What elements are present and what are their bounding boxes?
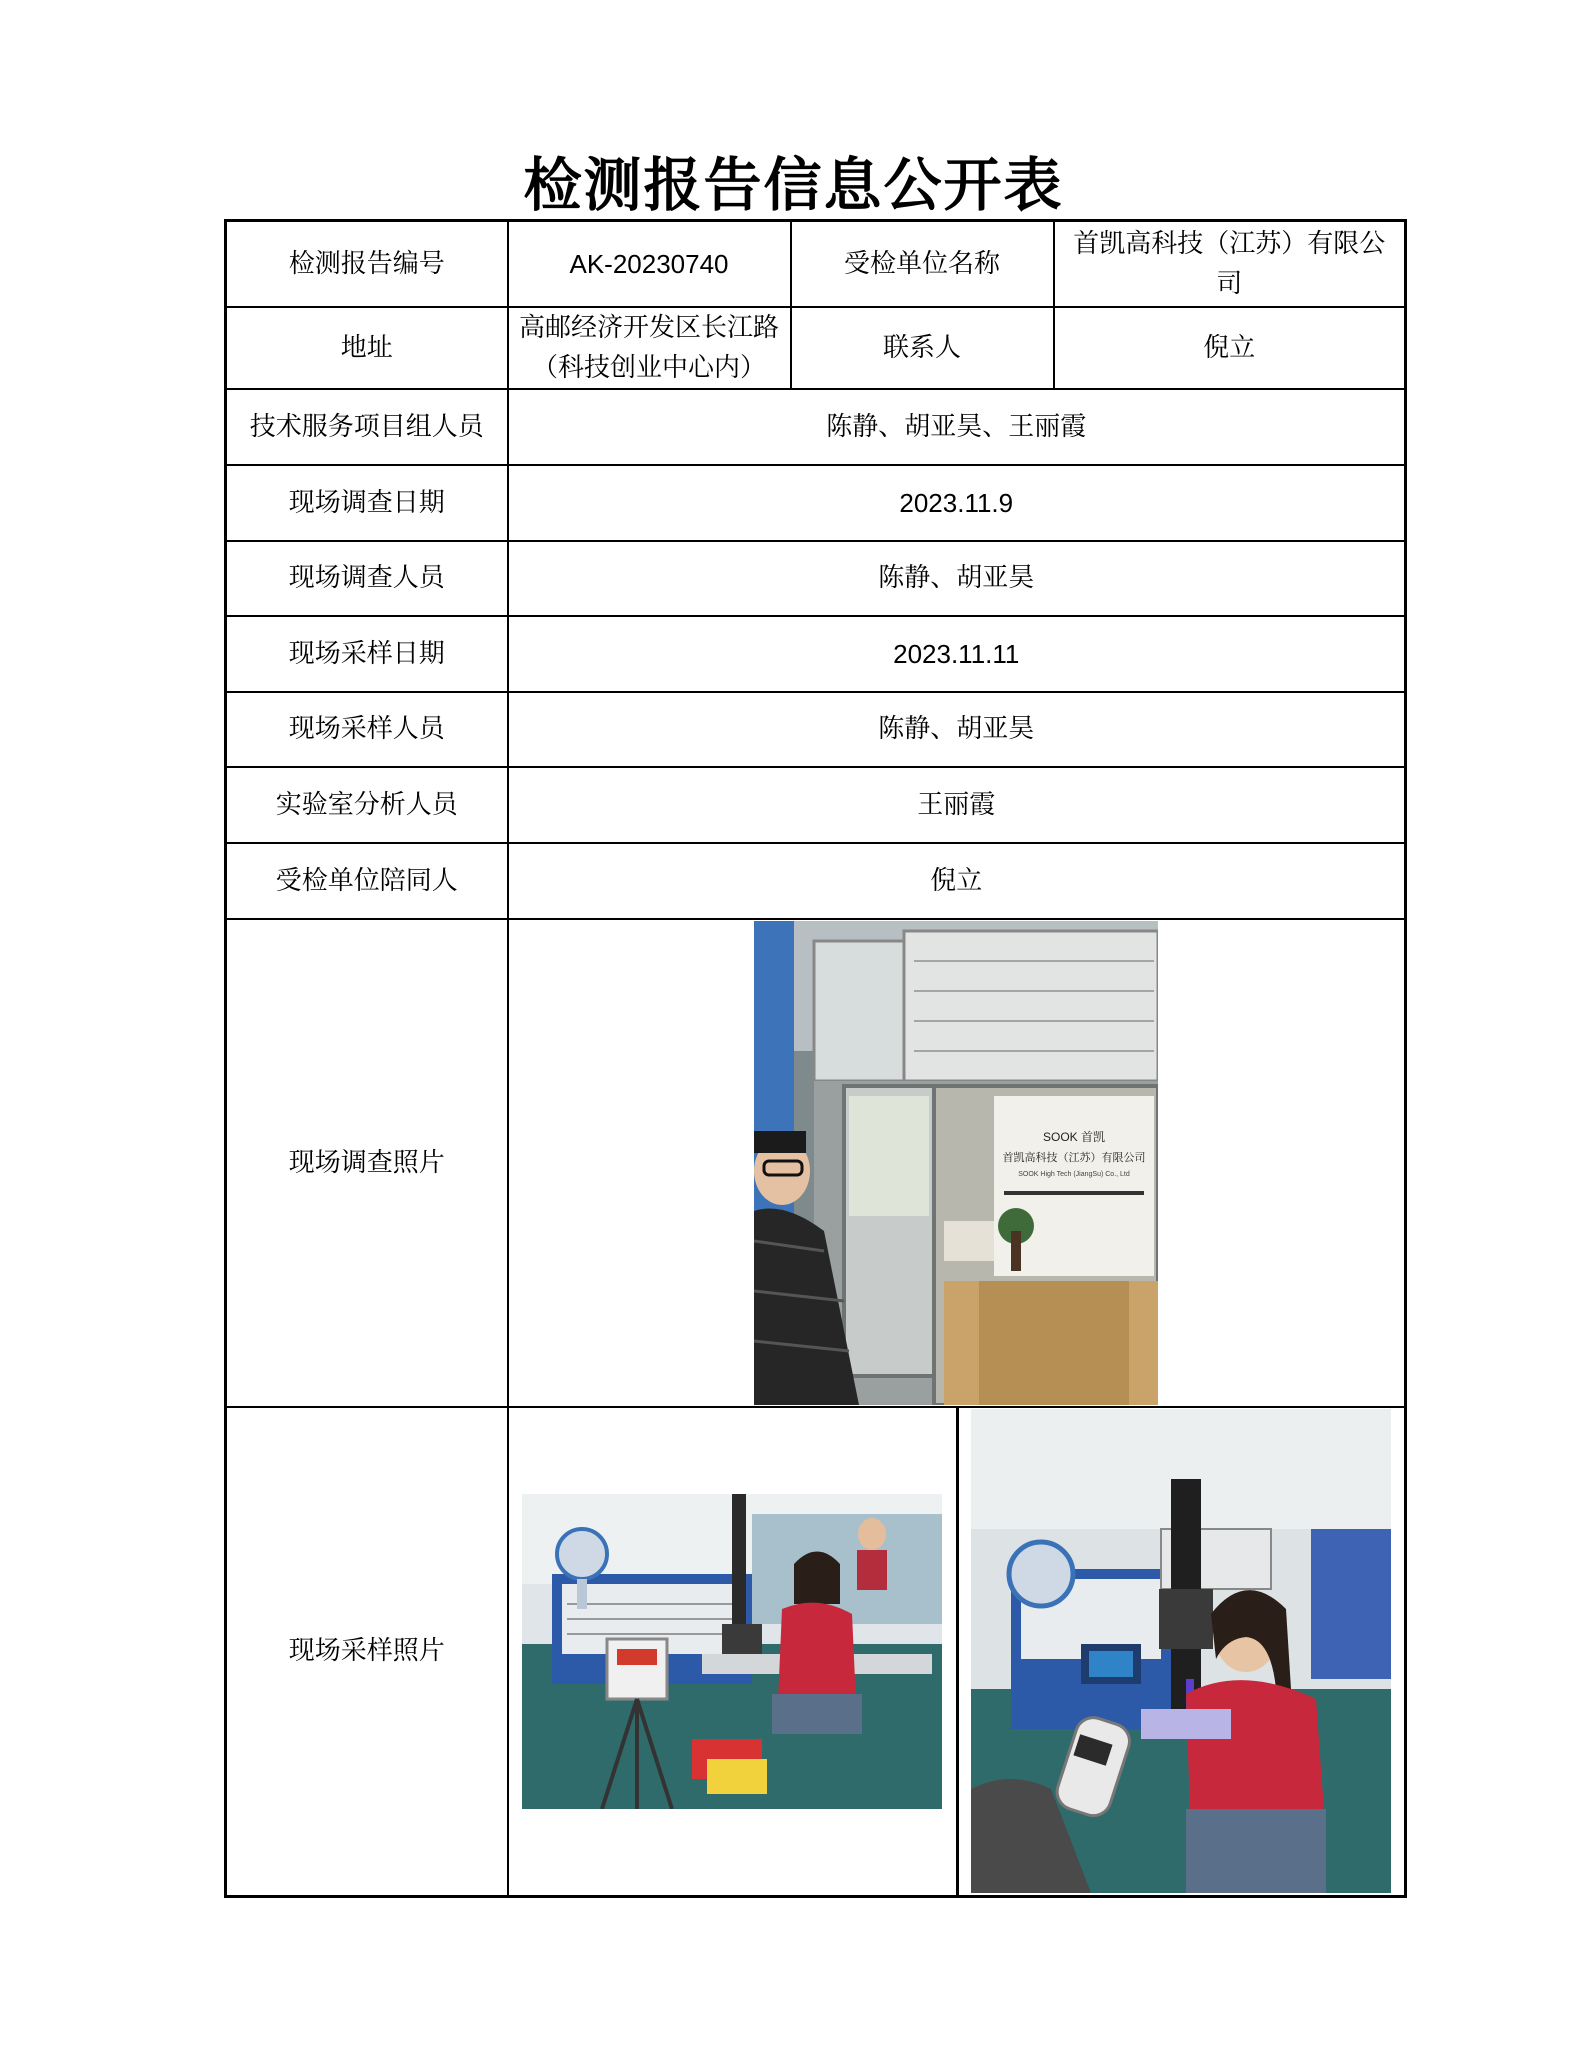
table-row bbox=[226, 767, 1406, 843]
table-row bbox=[226, 307, 1406, 389]
table-row bbox=[226, 465, 1406, 541]
table-row bbox=[226, 692, 1406, 767]
photo-sign-company-en: SOOK High Tech (JiangSu) Co., Ltd bbox=[1018, 1170, 1131, 1178]
survey-photo bbox=[754, 921, 1158, 1405]
address-label: 地址 bbox=[226, 307, 508, 389]
photo-sign-company-cn: 首凯高科技（江苏）有限公司 bbox=[1002, 1151, 1146, 1164]
row-label: 技术服务项目组人员 bbox=[226, 389, 508, 465]
sampling-photo-2 bbox=[971, 1409, 1391, 1893]
row-label: 现场采样日期 bbox=[226, 616, 508, 692]
row-value: 王丽霞 bbox=[508, 767, 1406, 843]
table-row bbox=[226, 541, 1406, 616]
report-table bbox=[224, 219, 1407, 1898]
row-value: 陈静、胡亚昊 bbox=[508, 541, 1406, 616]
row-label: 现场调查日期 bbox=[226, 465, 508, 541]
row-value: 陈静、胡亚昊 bbox=[508, 692, 1406, 767]
unit-name-value: 首凯高科技（江苏）有限公司 bbox=[1054, 221, 1406, 307]
sampling-photo-1 bbox=[522, 1494, 942, 1809]
row-value: 2023.11.9 bbox=[508, 465, 1406, 541]
photo-sign-logo: SOOK 首凯 bbox=[1043, 1129, 1106, 1144]
sampling-photo-cell bbox=[508, 1407, 1406, 1897]
report-no-value: AK-20230740 bbox=[508, 221, 791, 307]
row-value: 陈静、胡亚昊、王丽霞 bbox=[508, 389, 1406, 465]
unit-name-label: 受检单位名称 bbox=[791, 221, 1054, 307]
table-row bbox=[226, 221, 1406, 307]
row-label: 实验室分析人员 bbox=[226, 767, 508, 843]
table-row bbox=[226, 616, 1406, 692]
survey-photo-cell bbox=[508, 919, 1406, 1407]
row-label: 现场采样人员 bbox=[226, 692, 508, 767]
row-label: 现场调查人员 bbox=[226, 541, 508, 616]
survey-photo-label: 现场调查照片 bbox=[226, 919, 508, 1407]
row-value: 倪立 bbox=[508, 843, 1406, 919]
table-row bbox=[226, 389, 1406, 465]
page-title: 检测报告信息公开表 bbox=[523, 151, 1064, 219]
contact-value: 倪立 bbox=[1054, 307, 1406, 389]
table-row bbox=[226, 1407, 1406, 1897]
table-row bbox=[226, 919, 1406, 1407]
row-value: 2023.11.11 bbox=[508, 616, 1406, 692]
row-label: 受检单位陪同人 bbox=[226, 843, 508, 919]
address-value: 高邮经济开发区长江路（科技创业中心内） bbox=[508, 307, 791, 389]
report-no-label: 检测报告编号 bbox=[226, 221, 508, 307]
contact-label: 联系人 bbox=[791, 307, 1054, 389]
sampling-photo-label: 现场采样照片 bbox=[226, 1407, 508, 1897]
table-row bbox=[226, 843, 1406, 919]
